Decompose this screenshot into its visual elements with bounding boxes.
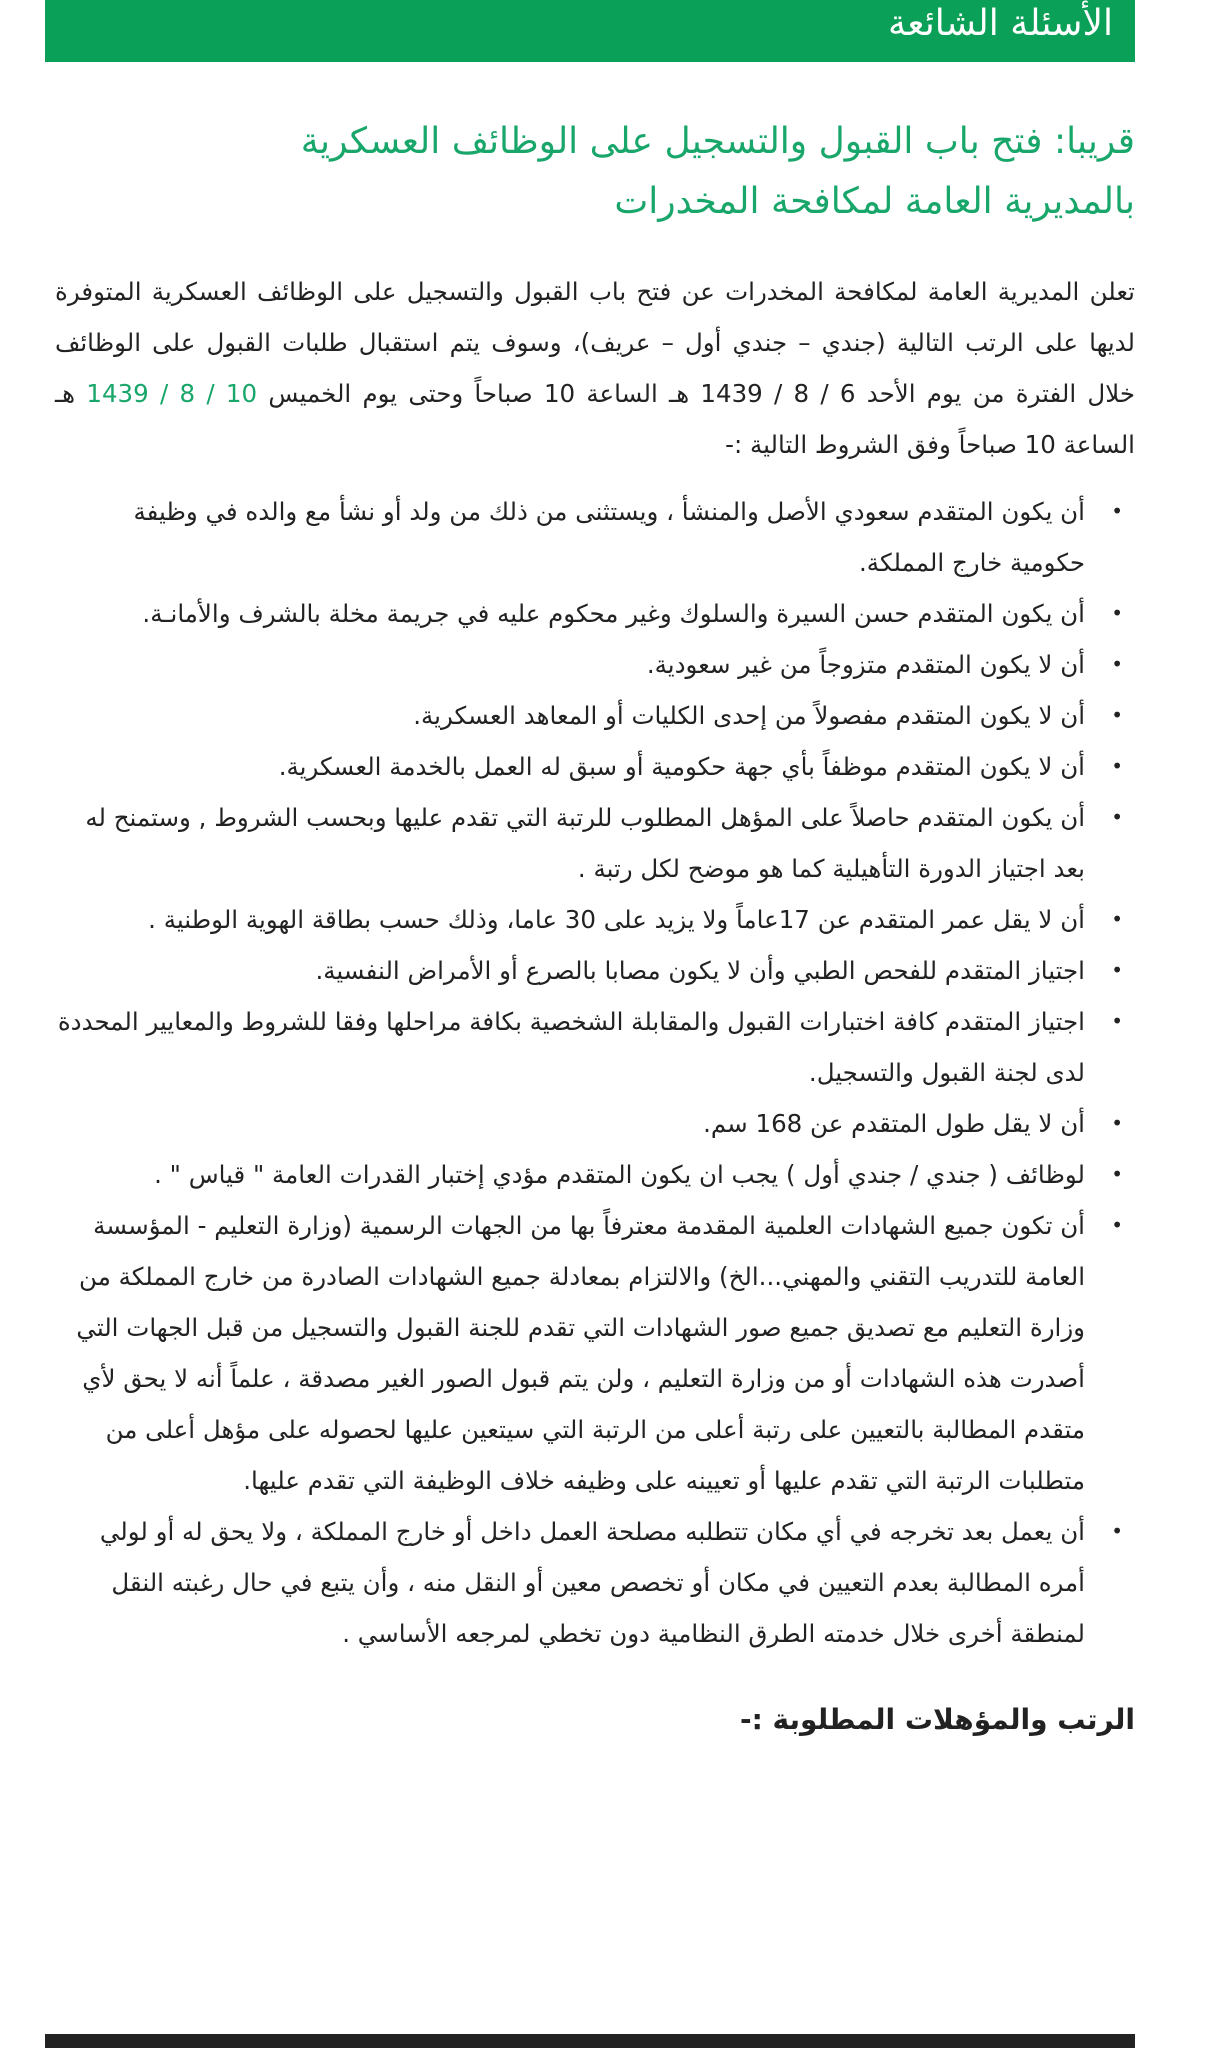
conditions-list [55, 486, 1135, 1659]
condition-text: أن تكون جميع الشهادات العلمية المقدمة معترفاً بها من الجهات الرسمية (وزارة التعليم - المؤسسة العامة للتدريب التقني والمهني...الخ) والالتزام بمعادلة جميع الشهادات الصادرة من خارج المملكة من وزارة التعليم مع تصديق جميع صور الشهادات التي تقدم للجنة القبول والتسجيل من قبل الجهات التي أصدرت هذه الشهادات أو من وزارة التعليم ، ولن يتم قبول الصور الغير مصدقة ، علماً أنه لا يحق لأي متقدم المطالبة بالتعيين على رتبة أعلى من الرتبة التي سيتعين عليها لحصوله على مؤهل أعلى من متطلبات الرتبة التي تقدم عليها أو تعيينه على وظيفه خلاف الوظيفة التي تقدم عليها. [76, 1211, 1085, 1495]
condition-item [55, 945, 1135, 996]
condition-text: اجتياز المتقدم للفحص الطبي وأن لا يكون مصابا بالصرع أو الأمراض النفسية. [315, 956, 1085, 985]
bullet-icon: • [1111, 601, 1123, 625]
condition-text: أن يعمل بعد تخرجه في أي مكان تتطلبه مصلحة العمل داخل أو خارج المملكة ، ولا يحق له أو لولي أمره المطالبة بعدم التعيين في مكان أو تخصص معين أو النقل منه ، وأن يتبع في حال رغبته النقل لمنطقة أخرى خلال خدمته الطرق النظامية دون تخطي لمرجعه الأساسي . [99, 1517, 1085, 1648]
condition-item [55, 894, 1135, 945]
condition-text: أن لا يكون المتقدم مفصولاً من إحدى الكليات أو المعاهد العسكرية. [413, 701, 1085, 730]
announcement-headline [55, 112, 1135, 232]
condition-text: اجتياز المتقدم كافة اختبارات القبول والمقابلة الشخصية بكافة مراحلها وفقا للشروط والمعايير المحددة لدى لجنة القبول والتسجيل. [57, 1007, 1085, 1087]
condition-text: أن يكون المتقدم حاصلاً على المؤهل المطلوب للرتبة التي تقدم عليها وبحسب الشروط , وستمنح له بعد اجتياز الدورة التأهيلية كما هو موضح لكل رتبة . [85, 803, 1085, 883]
condition-item [55, 486, 1135, 588]
ranks-table-top-border [45, 2034, 1135, 2048]
intro-text: تعلن المديرية العامة لمكافحة المخدرات عن فتح باب القبول والتسجيل على الوظائف العسكرية المتوفرة لديها على الرتب التالية (جندي – جندي أول – عريف)، وسوف يتم استقبال طلبات القبول على الوظائف خلال الفترة من يوم الأحد 6 / 8 / 1439 هـ الساعة 10 صباحاً وحتى يوم الخميس [55, 277, 1135, 408]
faq-header-title: الأسئلة الشائعة [888, 3, 1113, 44]
bullet-icon: • [1111, 1213, 1123, 1237]
condition-text: أن لا يقل عمر المتقدم عن 17عاماً ولا يزيد على 30 عاما، وذلك حسب بطاقة الهوية الوطنية . [148, 905, 1085, 934]
condition-text: أن لا يكون المتقدم موظفاً بأي جهة حكومية أو سبق له العمل بالخدمة العسكرية. [278, 752, 1085, 781]
headline-line-2: بالمديرية العامة لمكافحة المخدرات [614, 181, 1135, 222]
condition-item [55, 741, 1135, 792]
condition-item [55, 1098, 1135, 1149]
bullet-icon: • [1111, 754, 1123, 778]
bullet-icon: • [1111, 805, 1123, 829]
ranks-heading: الرتب والمؤهلات المطلوبة :- [739, 1703, 1135, 1736]
condition-text: أن يكون المتقدم حسن السيرة والسلوك وغير محكوم عليه في جريمة مخلة بالشرف والأمانـة. [142, 599, 1085, 628]
bullet-icon: • [1111, 1519, 1123, 1543]
condition-item [55, 1200, 1135, 1506]
condition-item [55, 792, 1135, 894]
condition-item [55, 639, 1135, 690]
condition-text: أن لا يكون المتقدم متزوجاً من غير سعودية. [646, 650, 1085, 679]
announcement-article [55, 112, 1135, 1745]
condition-text: أن لا يقل طول المتقدم عن 168 سم. [703, 1109, 1085, 1138]
condition-text: أن يكون المتقدم سعودي الأصل والمنشأ ، ويستثنى من ذلك من ولد أو نشأ مع والده في وظيفة حكومية خارج المملكة. [133, 497, 1085, 577]
bullet-icon: • [1111, 907, 1123, 931]
headline-line-1: قريبا: فتح باب القبول والتسجيل على الوظائف العسكرية [300, 121, 1135, 162]
condition-item [55, 1506, 1135, 1659]
bullet-icon: • [1111, 499, 1123, 523]
condition-text: لوظائف ( جندي / جندي أول ) يجب ان يكون المتقدم مؤدي إختبار القدرات العامة " قياس " . [154, 1160, 1085, 1189]
condition-item [55, 1149, 1135, 1200]
bullet-icon: • [1111, 1111, 1123, 1135]
bullet-icon: • [1111, 703, 1123, 727]
intro-text-end: هـ الساعة 10 صباحاً وفق الشروط التالية :- [55, 379, 1135, 459]
end-date: 10 / 8 / 1439 [86, 379, 258, 408]
bullet-icon: • [1111, 958, 1123, 982]
bullet-icon: • [1111, 1009, 1123, 1033]
faq-header-bar [45, 0, 1135, 62]
intro-paragraph [55, 266, 1135, 470]
condition-item [55, 690, 1135, 741]
condition-item [55, 588, 1135, 639]
condition-item [55, 996, 1135, 1098]
bullet-icon: • [1111, 652, 1123, 676]
bullet-icon: • [1111, 1162, 1123, 1186]
